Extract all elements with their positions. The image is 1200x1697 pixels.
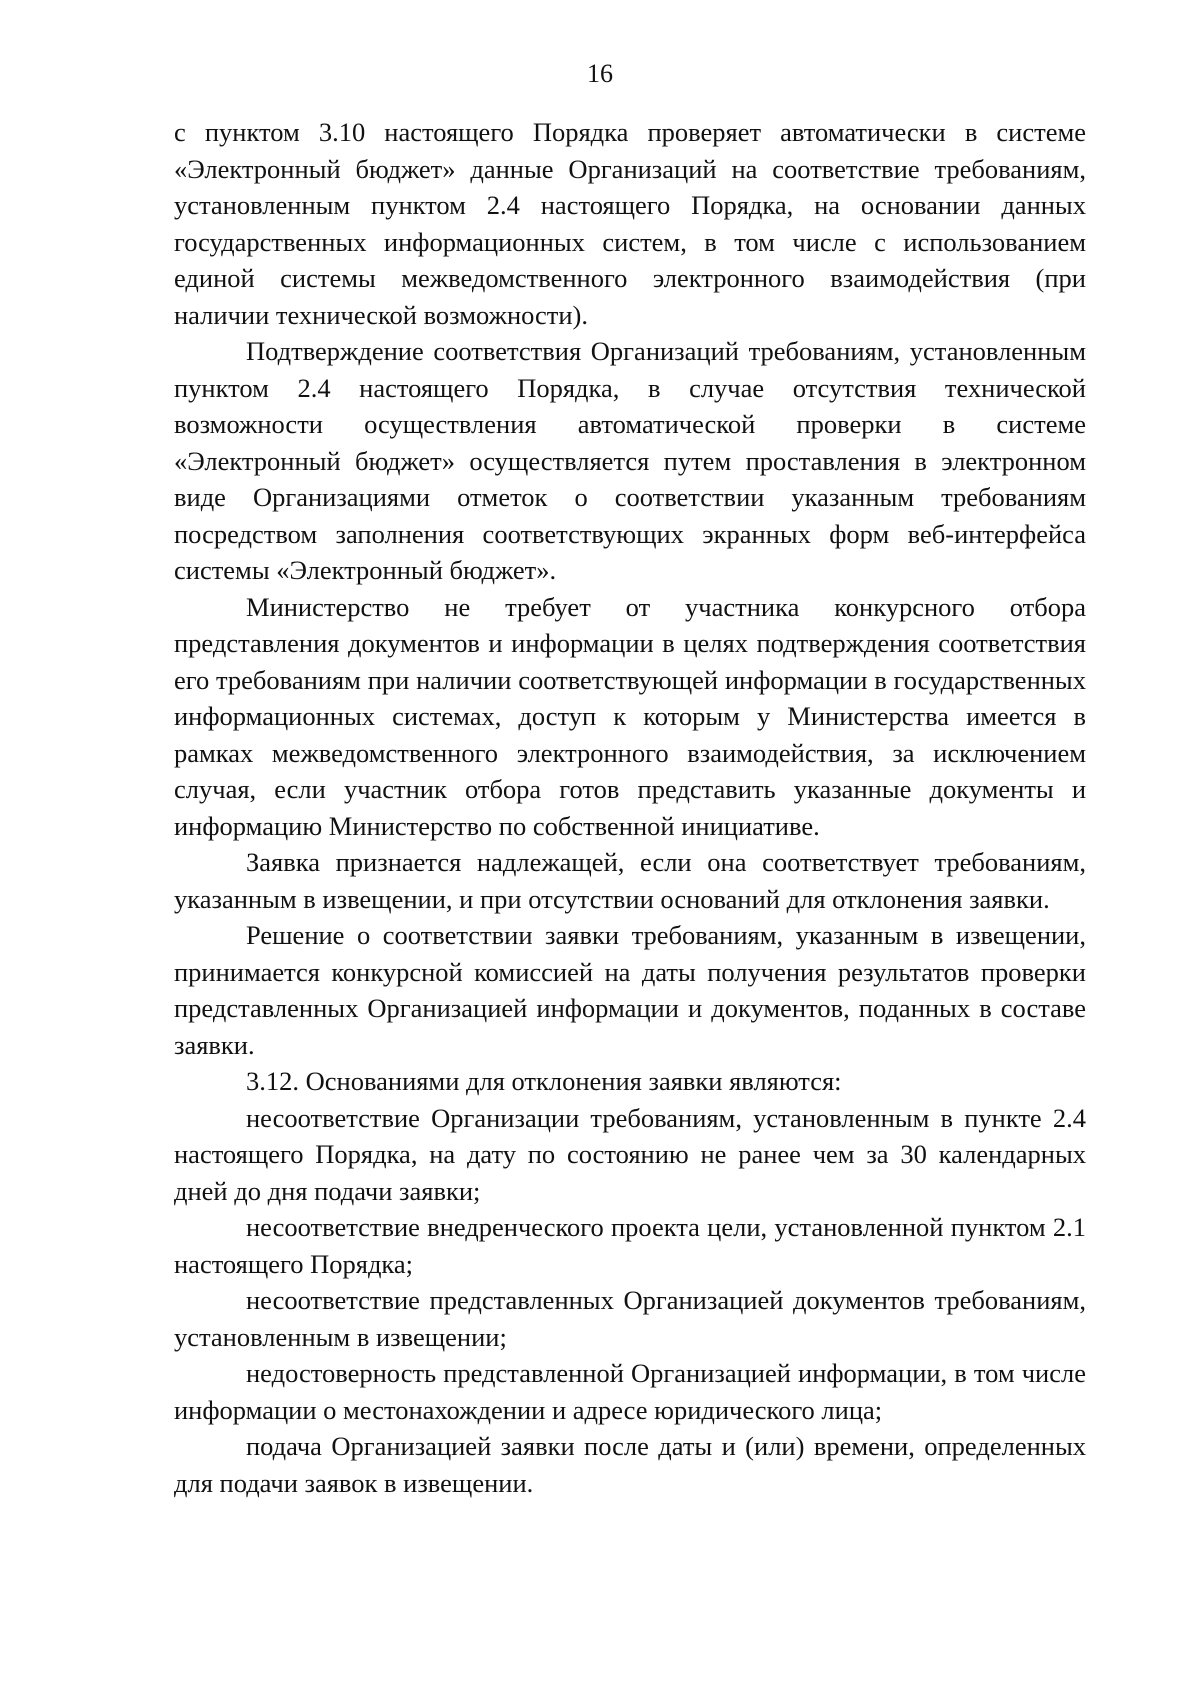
rejection-reason-item: несоответствие представленных Организацией документов требованиям, установленным в извещении; [174, 1285, 1086, 1352]
section-3-12-heading: 3.12. Основаниями для отклонения заявки являются: [246, 1066, 842, 1096]
rejection-reason-item: несоответствие внедренческого проекта цели, установленной пунктом 2.1 настоящего Порядка; [174, 1212, 1086, 1279]
rejection-reason-item: подача Организацией заявки после даты и (или) времени, определенных для подачи заявок в извещении. [174, 1431, 1086, 1498]
paragraph-continuation: с пунктом 3.10 настоящего Порядка проверяет автоматически в системе «Электронный бюджет» данные Организаций на соответствие требованиям, установленным пунктом 2.4 настоящего Порядка, на основании данных государственных информационных систем, в том числе с использованием единой системы межведомственного электронного взаимодействия (при наличии технической возможности). [174, 117, 1086, 330]
paragraph-ministry-requirements: Министерство не требует от участника конкурсного отбора представления документов и информации в целях подтверждения соответствия его требованиям при наличии соответствующей информации в государственных информационных системах, доступ к которым у Министерства имеется в рамках межведомственного электронного взаимодействия, за исключением случая, если участник отбора готов представить указанные документы и информацию Министерство по собственной инициативе. [174, 591, 1086, 841]
paragraph-application-proper: Заявка признается надлежащей, если она соответствует требованиям, указанным в извещении, и при отсутствии оснований для отклонения заявки. [174, 847, 1086, 914]
paragraph-confirmation: Подтверждение соответствия Организаций требованиям, установленным пунктом 2.4 настоящего Порядка, в случае отсутствия технической возможности осуществления автоматической проверки в системе «Электронный бюджет» осуществляется путем проставления в электронном виде Организациями отметок о соответствии указанным требованиям посредством заполнения соответствующих экранных форм веб-интерфейса системы «Электронный бюджет». [174, 336, 1086, 585]
rejection-reason-item: недостоверность представленной Организацией информации, в том числе информации о местонахождении и адресе юридического лица; [174, 1358, 1086, 1425]
page-number: 16 [587, 59, 613, 88]
rejection-reason-item: несоответствие Организации требованиям, установленным в пункте 2.4 настоящего Порядка, на дату по состоянию не ранее чем за 30 календарных дней до дня подачи заявки; [174, 1102, 1086, 1206]
document-body [174, 114, 1086, 1501]
paragraph-decision: Решение о соответствии заявки требованиям, указанным в извещении, принимается конкурсной комиссией на даты получения результатов проверки представленных Организацией информации и документов, поданных в составе заявки. [174, 920, 1086, 1060]
